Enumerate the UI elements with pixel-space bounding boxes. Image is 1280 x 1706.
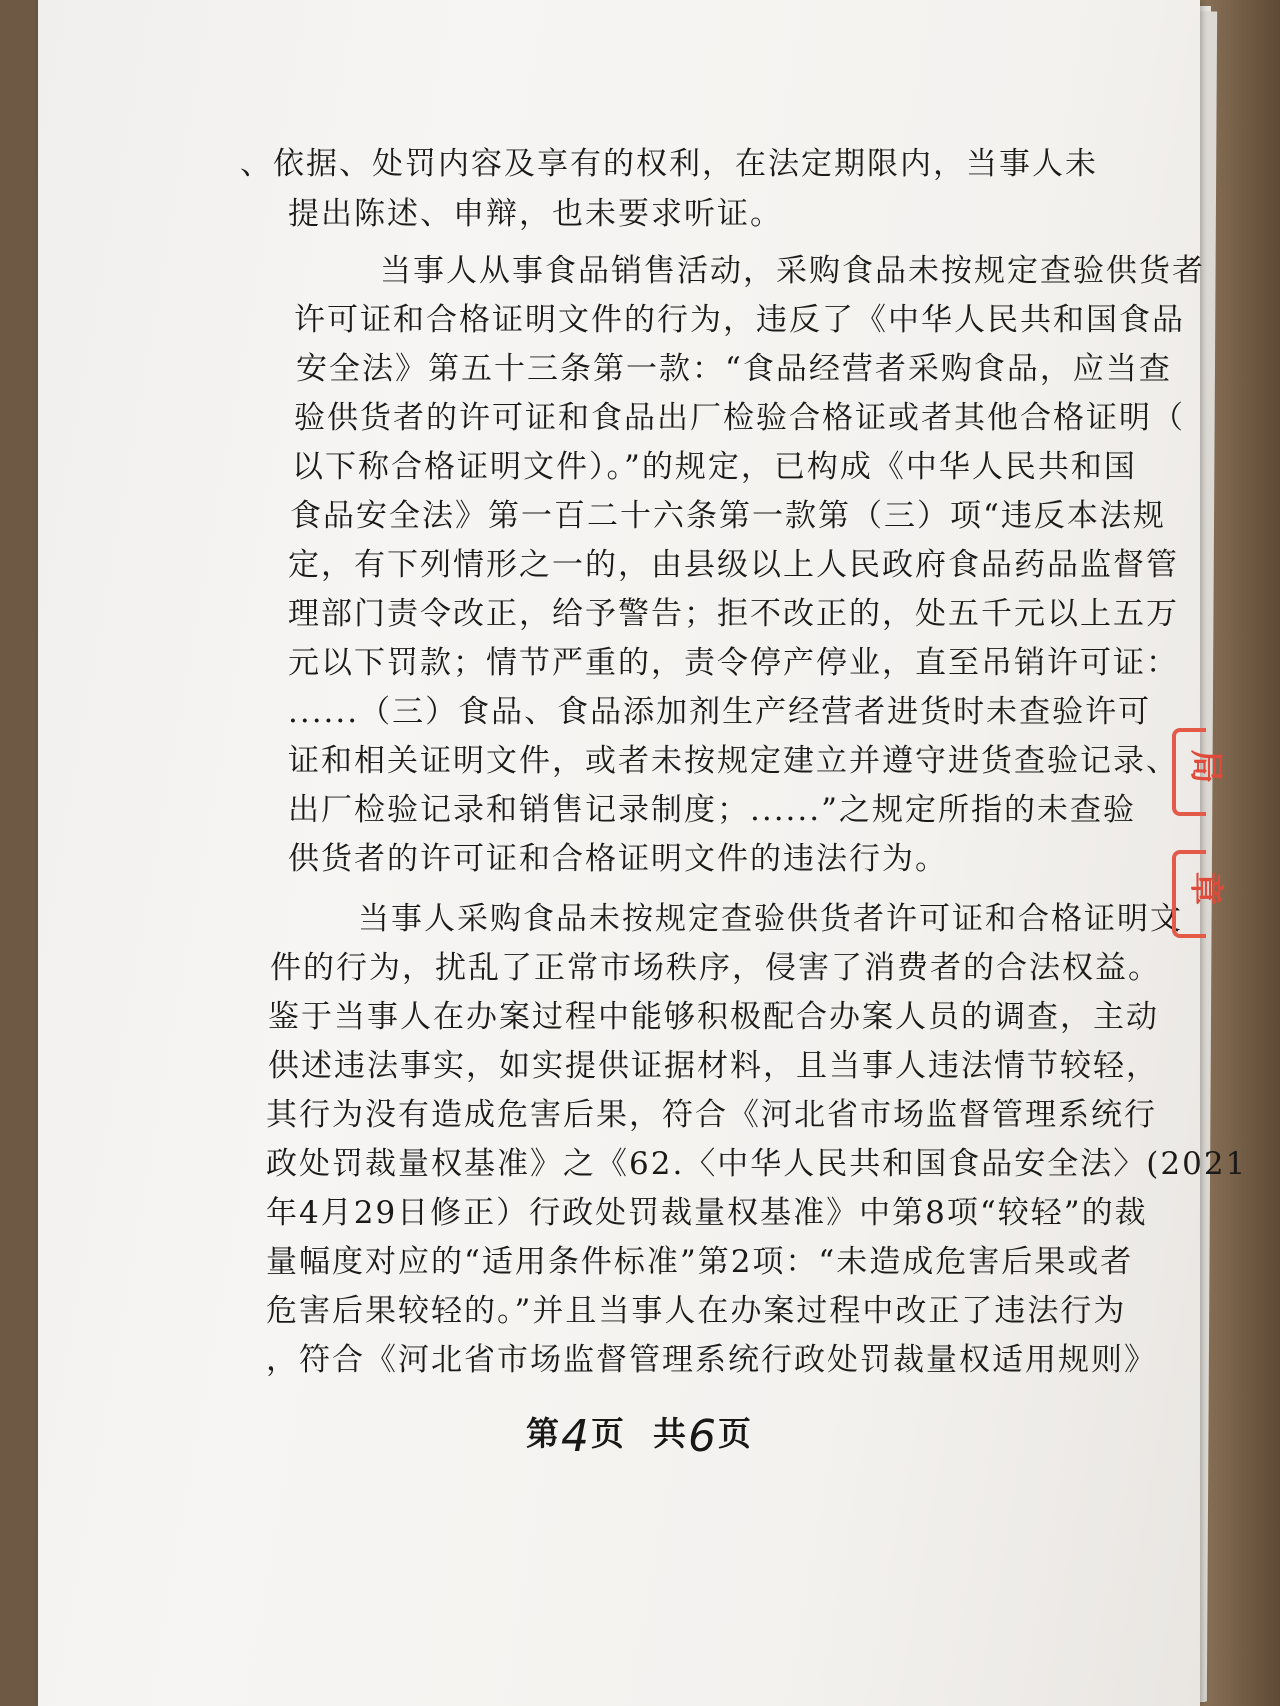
text-line: 其行为没有造成危害后果，符合《河北省市场监督管理系统行 [266, 1097, 1157, 1133]
text-line: 定，有下列情形之一的，由县级以上人民政府食品药品监督管 [288, 547, 1179, 583]
text-line: 供述违法事实，如实提供证据材料，且当事人违法情节较轻， [268, 1048, 1159, 1084]
text-line: 量幅度对应的“适用条件标准”第2项：“未造成危害后果或者 [266, 1244, 1134, 1280]
text-line: 许可证和合格证明文件的行为，违反了《中华人民共和国食品 [294, 302, 1185, 338]
paragraph-start-line: 当事人从事食品销售活动，采购食品未按规定查验供货者 [380, 253, 1205, 289]
footer-middle: 页 共 [591, 1414, 688, 1453]
text-line: 政处罚裁量权基准》之《62.〈中华人民共和国食品安全法〉(2021 [266, 1146, 1248, 1182]
text-line: 验供货者的许可证和食品出厂检验合格证或者其他合格证明（ [294, 400, 1185, 436]
text-line: 出厂检验记录和销售记录制度；......”之规定所指的未查验 [288, 792, 1136, 828]
text-line: 理部门责令改正，给予警告；拒不改正的，处五千元以上五万 [288, 596, 1179, 632]
page-number-footer [526, 1405, 753, 1462]
text-line: 件的行为，扰乱了正常市场秩序，侵害了消费者的合法权益。 [270, 950, 1161, 986]
text-line: 以下称合格证明文件）。”的规定，已构成《中华人民共和国 [292, 449, 1137, 485]
footer-suffix: 页 [717, 1414, 753, 1453]
text-line: 食品安全法》第一百二十六条第一款第（三）项“违反本法规 [290, 498, 1166, 534]
text-line: 、依据、处罚内容及享有的权利，在法定期限内，当事人未 [240, 146, 1098, 182]
paragraph-start-line: 当事人采购食品未按规定查验供货者许可证和合格证明文 [358, 901, 1183, 937]
text-line: 元以下罚款；情节严重的，责令停产停业，直至吊销许可证： [288, 645, 1179, 681]
text-line: 鉴于当事人在办案过程中能够积极配合办案人员的调查，主动 [268, 999, 1159, 1035]
text-line: 安全法》第五十三条第一款：“食品经营者采购食品，应当查 [296, 351, 1172, 387]
document-page [38, 0, 1248, 1706]
red-seal-stamp-partial [1170, 720, 1250, 960]
stamp-char: 局 [1185, 749, 1226, 784]
stamp-char: 章 [1185, 871, 1226, 906]
text-line: ，符合《河北省市场监督管理系统行政处罚裁量权适用规则》 [266, 1342, 1157, 1378]
text-line: 年4月29日修正）行政处罚裁量权基准》中第8项“较轻”的裁 [266, 1195, 1148, 1231]
total-pages-number: 6 [687, 1411, 718, 1462]
current-page-number: 4 [561, 1411, 591, 1462]
text-line: 证和相关证明文件，或者未按规定建立并遵守进货查验记录、 [288, 743, 1179, 779]
text-line: ......（三）食品、食品添加剂生产经营者进货时未查验许可 [288, 694, 1152, 730]
text-line: 提出陈述、申辩，也未要求听证。 [288, 196, 783, 232]
footer-prefix: 第 [526, 1414, 561, 1453]
text-line: 危害后果较轻的。”并且当事人在办案过程中改正了违法行为 [266, 1293, 1127, 1329]
text-line: 供货者的许可证和合格证明文件的违法行为。 [288, 841, 948, 877]
